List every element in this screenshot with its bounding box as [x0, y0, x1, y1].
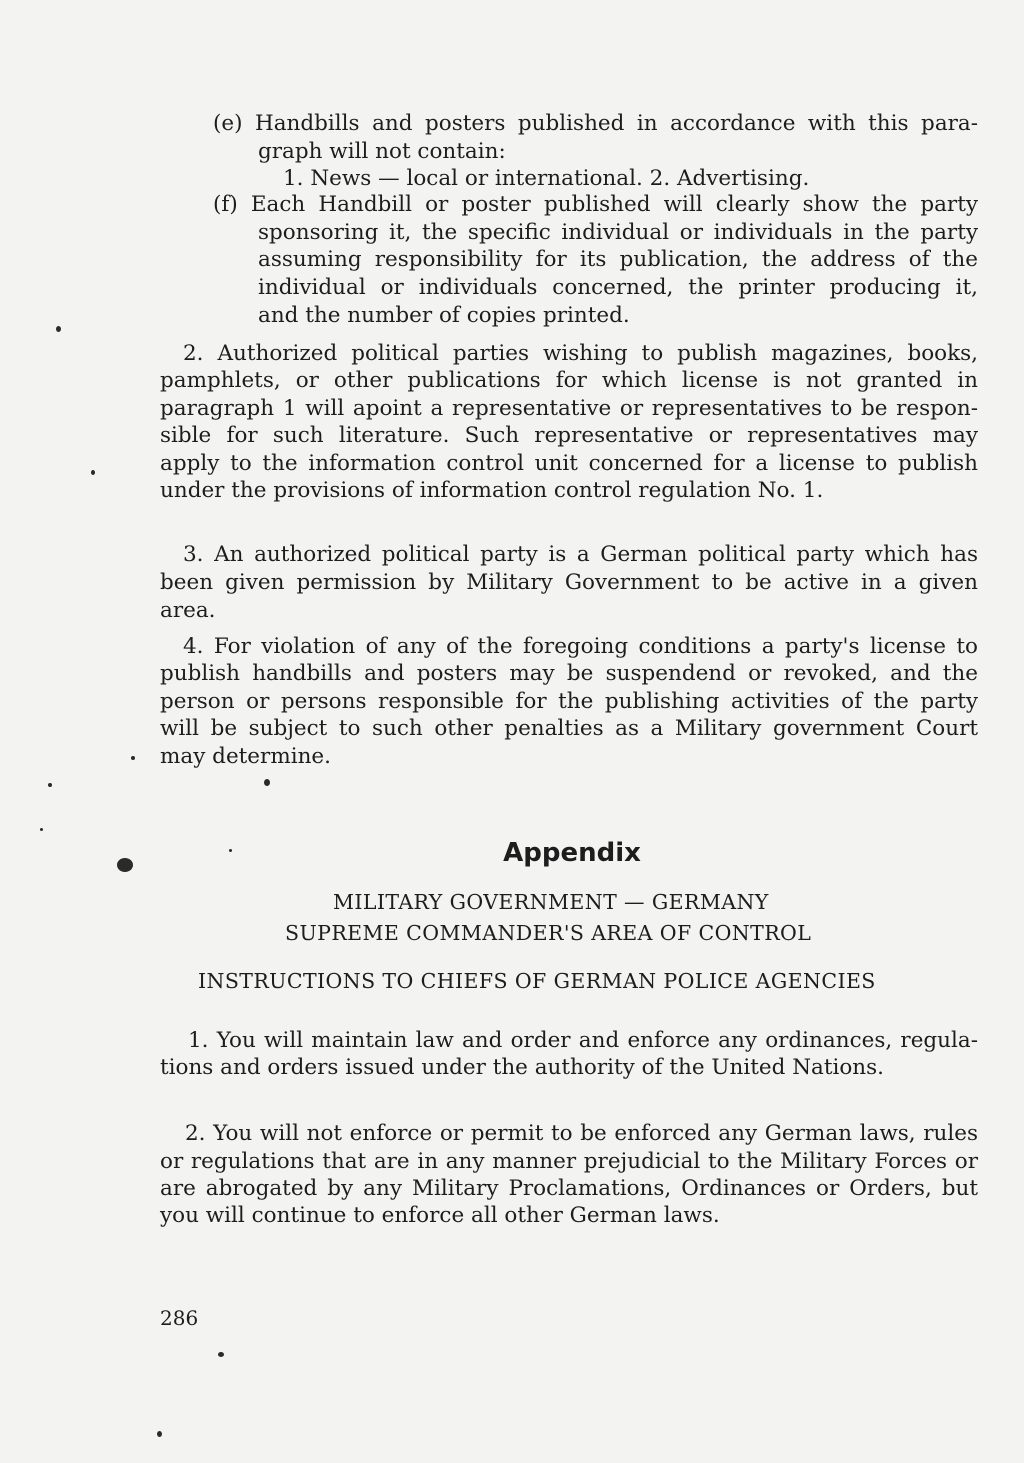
paragraph-2-line-3: paragraph 1 will apoint a representative or representatives to be respon- — [160, 396, 978, 421]
section-f-line-1: (f) Each Handbill or poster published will clearly show the party — [213, 192, 978, 217]
section-f-line-3: assuming responsibility for its publication, the address of the — [258, 247, 978, 272]
ink-speck — [218, 1352, 224, 1357]
section-f-line-2: sponsoring it, the specific individual or individuals in the party — [258, 220, 978, 245]
section-f-line-5: and the number of copies printed. — [258, 303, 630, 328]
paragraph-2-line-2: pamphlets, or other publications for which license is not granted in — [160, 368, 978, 393]
ink-speck — [40, 828, 43, 831]
section-e-line-1: (e) Handbills and posters published in accordance with this para- — [213, 111, 978, 136]
paragraph-4-line-1: 4. For violation of any of the foregoing conditions a party's license to — [183, 634, 978, 659]
paragraph-2-line-6: under the provisions of information control regulation No. 1. — [160, 478, 824, 503]
paragraph-3-line-2: been given permission by Military Government to be active in a given — [160, 570, 978, 595]
paragraph-2-line-4: sible for such literature. Such representative or representatives may — [160, 423, 978, 448]
instruction-1-line-2: tions and orders issued under the authority of the United Nations. — [160, 1055, 884, 1080]
instruction-2-line-3: are abrogated by any Military Proclamations, Ordinances or Orders, but — [160, 1176, 978, 1201]
instruction-2-line-1: 2. You will not enforce or permit to be enforced any German laws, rules — [185, 1121, 978, 1146]
instruction-2-line-2: or regulations that are in any manner prejudicial to the Military Forces or — [160, 1149, 978, 1174]
paragraph-2-line-5: apply to the information control unit concerned for a license to publish — [160, 451, 978, 476]
ink-speck — [91, 470, 95, 475]
ink-speck — [48, 783, 52, 787]
paragraph-4-line-2: publish handbills and posters may be suspendend or revoked, and the — [160, 661, 978, 686]
section-e-line-3: 1. News — local or international. 2. Advertising. — [283, 166, 810, 191]
paragraph-3-line-3: area. — [160, 598, 216, 623]
instruction-1-line-1: 1. You will maintain law and order and enforce any ordinances, regula- — [188, 1028, 978, 1053]
appendix-subtitle-1: MILITARY GOVERNMENT — GERMANY — [333, 890, 769, 914]
ink-blot — [117, 858, 133, 872]
paragraph-4-line-3: person or persons responsible for the publishing activities of the party — [160, 689, 978, 714]
section-e-line-2: graph will not contain: — [258, 139, 506, 164]
ink-speck — [264, 779, 270, 786]
appendix-title: Appendix — [503, 838, 641, 868]
paragraph-4-line-4: will be subject to such other penalties as a Military government Court — [160, 716, 978, 741]
ink-speck — [56, 326, 61, 332]
ink-speck — [229, 849, 232, 852]
appendix-subtitle-3: INSTRUCTIONS TO CHIEFS OF GERMAN POLICE AGENCIES — [198, 969, 876, 993]
appendix-subtitle-2: SUPREME COMMANDER'S AREA OF CONTROL — [285, 921, 812, 945]
section-f-line-4: individual or individuals concerned, the printer producing it, — [258, 275, 978, 300]
ink-speck — [131, 756, 135, 760]
ink-speck — [157, 1431, 162, 1437]
page-number: 286 — [160, 1306, 199, 1330]
paragraph-4-line-5: may determine. — [160, 744, 331, 769]
paragraph-2-line-1: 2. Authorized political parties wishing to publish magazines, books, — [183, 341, 978, 366]
paragraph-3-line-1: 3. An authorized political party is a German political party which has — [183, 542, 978, 567]
instruction-2-line-4: you will continue to enforce all other German laws. — [160, 1203, 720, 1228]
